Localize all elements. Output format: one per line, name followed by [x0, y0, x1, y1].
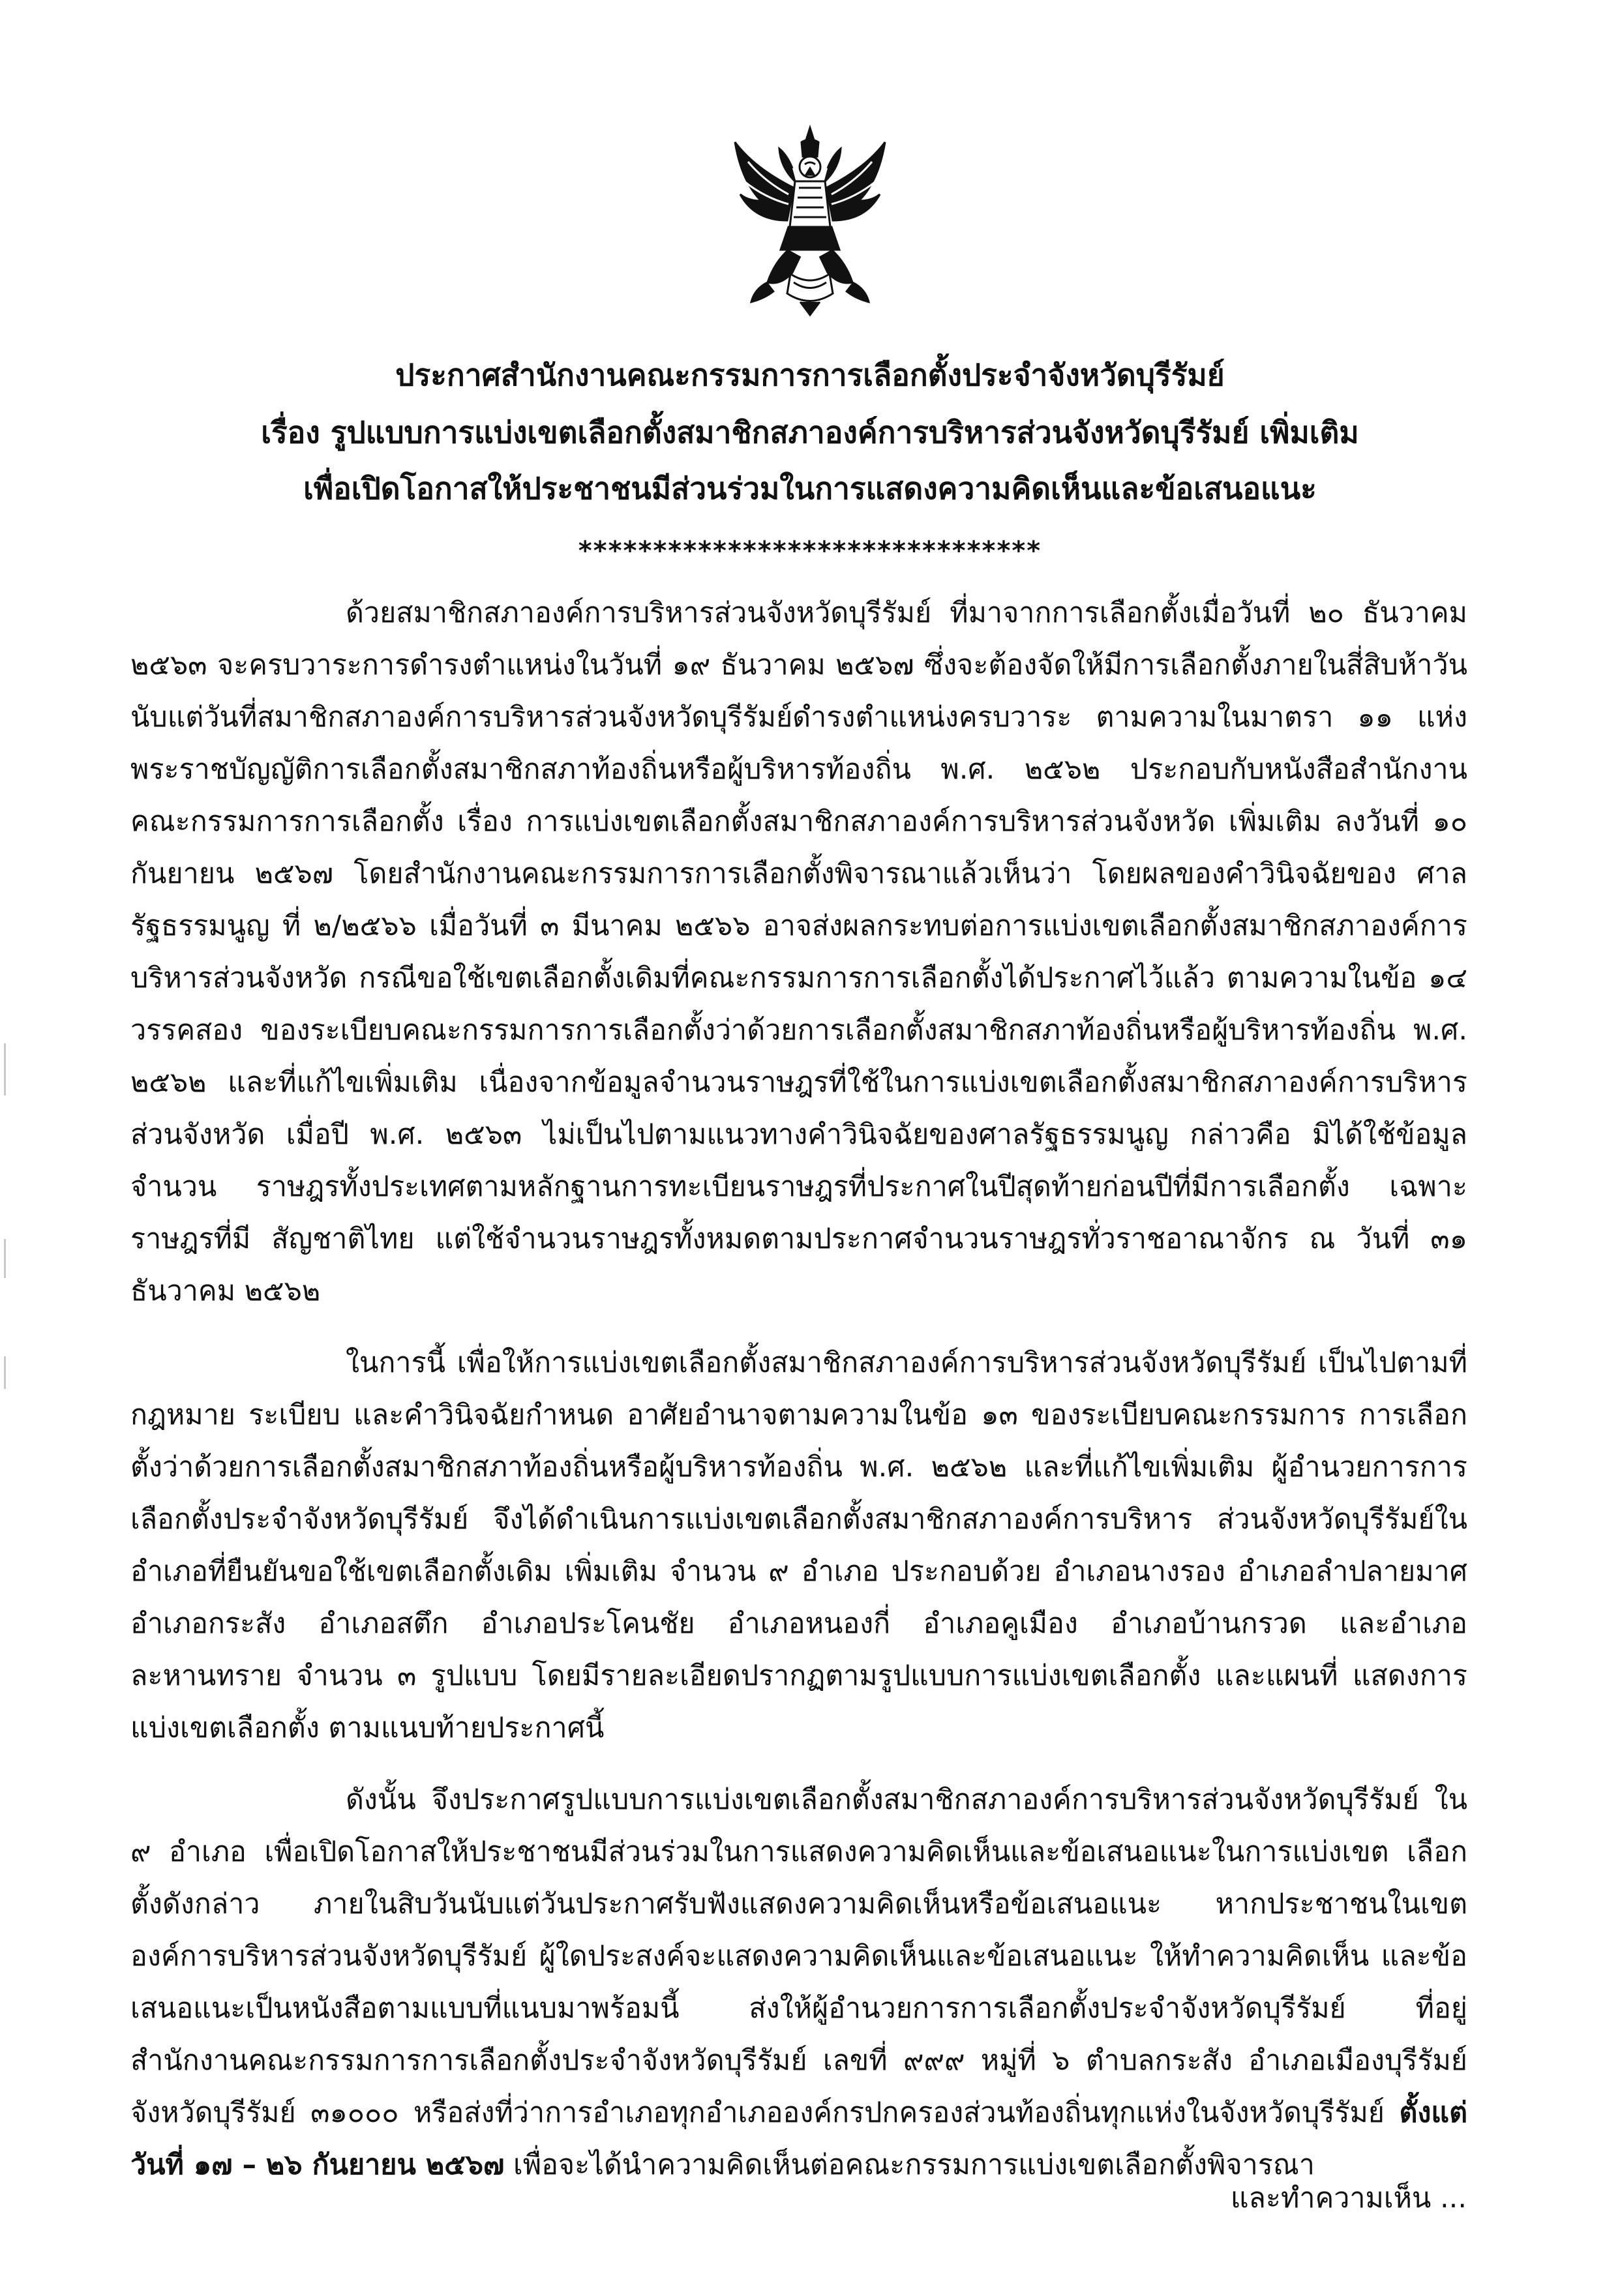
paragraph-announcement-tail: เพื่อจะได้นำความคิดเห็นต่อคณะกรรมการแบ่งเขตเลือกตั้งพิจารณา	[504, 2149, 1315, 2181]
paragraph-background: ด้วยสมาชิกสภาองค์การบริหารส่วนจังหวัดบุรีรัมย์ ที่มาจากการเลือกตั้งเมื่อวันที่ ๒๐ ธันวาคม ๒๕๖๓ จะครบวาระการดำรงตำแหน่งในวันที่ ๑๙ ธันวาคม ๒๕๖๗ ซึ่งจะต้องจัดให้มีการเลือกตั้งภายในสี่สิบห้าวัน นับแต่วันที่สมาชิกสภาองค์การบริหารส่วนจังหวัดบุรีรัมย์ดำรงตำแหน่งครบวาระ ตามความในมาตรา ๑๑ แห่งพระราชบัญญัติการเลือกตั้งสมาชิกสภาท้องถิ่นหรือผู้บริหารท้องถิ่น พ.ศ. ๒๕๖๒ ประกอบกับหนังสือสำนักงาน คณะกรรมการการเลือกตั้ง เรื่อง การแบ่งเขตเลือกตั้งสมาชิกสภาองค์การบริหารส่วนจังหวัด เพิ่มเติม ลงวันที่ ๑๐ กันยายน ๒๕๖๗ โดยสำนักงานคณะกรรมการการเลือกตั้งพิจารณาแล้วเห็นว่า โดยผลของคำวินิจฉัยของ ศาลรัฐธรรมนูญ ที่ ๒/๒๕๖๖ เมื่อวันที่ ๓ มีนาคม ๒๕๖๖ อาจส่งผลกระทบต่อการแบ่งเขตเลือกตั้งสมาชิกสภาองค์การ บริหารส่วนจังหวัด กรณีขอใช้เขตเลือกตั้งเดิมที่คณะกรรมการการเลือกตั้งได้ประกาศไว้แล้ว ตามความในข้อ ๑๔ วรรคสอง ของระเบียบคณะกรรมการการเลือกตั้งว่าด้วยการเลือกตั้งสมาชิกสภาท้องถิ่นหรือผู้บริหารท้องถิ่น พ.ศ. ๒๕๖๒ และที่แก้ไขเพิ่มเติม เนื่องจากข้อมูลจำนวนราษฎรที่ใช้ในการแบ่งเขตเลือกตั้งสมาชิกสภาองค์การบริหาร ส่วนจังหวัด เมื่อปี พ.ศ. ๒๕๖๓ ไม่เป็นไปตามแนวทางคำวินิจฉัยของศาลรัฐธรรมนูญ กล่าวคือ มิได้ใช้ข้อมูลจำนวน ราษฎรทั้งประเทศตามหลักฐานการทะเบียนราษฎรที่ประกาศในปีสุดท้ายก่อนปีที่มีการเลือกตั้ง เฉพาะราษฎรที่มี สัญชาติไทย แต่ใช้จำนวนราษฎรทั้งหมดตามประกาศจำนวนราษฎรทั่วราชอาณาจักร ณ วันที่ ๓๑ ธันวาคม ๒๕๖๒	[130, 597, 1467, 1307]
scan-margin-mark	[4, 1239, 6, 1278]
continued-on-next-page: และทำความเห็น ...	[1230, 2182, 1467, 2214]
separator-stars: *******************************	[578, 536, 1042, 566]
subject-line-1: เรื่อง รูปแบบการแบ่งเขตเลือกตั้งสมาชิกสภาองค์การบริหารส่วนจังหวัดบุรีรัมย์ เพิ่มเติม	[261, 415, 1359, 450]
scan-margin-mark	[4, 1043, 6, 1096]
announcement-body	[130, 587, 1467, 2211]
paragraph-announcement	[130, 1774, 1467, 2191]
garuda-emblem-icon	[728, 123, 892, 318]
paragraph-action: ในการนี้ เพื่อให้การแบ่งเขตเลือกตั้งสมาชิกสภาองค์การบริหารส่วนจังหวัดบุรีรัมย์ เป็นไปตามที่ กฎหมาย ระเบียบ และคำวินิจฉัยกำหนด อาศัยอำนาจตามความในข้อ ๑๓ ของระเบียบคณะกรรมการ การเลือกตั้งว่าด้วยการเลือกตั้งสมาชิกสภาท้องถิ่นหรือผู้บริหารท้องถิ่น พ.ศ. ๒๕๖๒ และที่แก้ไขเพิ่มเติม ผู้อำนวยการการเลือกตั้งประจำจังหวัดบุรีรัมย์ จึงได้ดำเนินการแบ่งเขตเลือกตั้งสมาชิกสภาองค์การบริหาร ส่วนจังหวัดบุรีรัมย์ในอำเภอที่ยืนยันขอใช้เขตเลือกตั้งเดิม เพิ่มเติม จำนวน ๙ อำเภอ ประกอบด้วย อำเภอนางรอง อำเภอลำปลายมาศ อำเภอกระสัง อำเภอสตึก อำเภอประโคนชัย อำเภอหนองกี่ อำเภอคูเมือง อำเภอบ้านกรวด และอำเภอละหานทราย จำนวน ๓ รูปแบบ โดยมีรายละเอียดปรากฏตามรูปแบบการแบ่งเขตเลือกตั้ง และแผนที่ แสดงการแบ่งเขตเลือกตั้ง ตามแนบท้ายประกาศนี้	[130, 1347, 1467, 1744]
scan-margin-mark	[4, 1356, 6, 1389]
subject-line-2: เพื่อเปิดโอกาสให้ประชาชนมีส่วนร่วมในการแสดงความคิดเห็นและข้อเสนอแนะ	[303, 471, 1317, 506]
announcement-title: ประกาศสำนักงานคณะกรรมการการเลือกตั้งประจำจังหวัดบุรีรัมย์	[395, 357, 1225, 393]
comment-period-dates: ตั้งแต่วันที่ ๑๗ – ๒๖ กันยายน ๒๕๖๗	[130, 2096, 1467, 2181]
paragraph-announcement-main: ดังนั้น จึงประกาศรูปแบบการแบ่งเขตเลือกตั้งสมาชิกสภาองค์การบริหารส่วนจังหวัดบุรีรัมย์ ใน ๙ อำเภอ เพื่อเปิดโอกาสให้ประชาชนมีส่วนร่วมในการแสดงความคิดเห็นและข้อเสนอแนะในการแบ่งเขต เลือกตั้งดังกล่าว ภายในสิบวันนับแต่วันประกาศรับฟังแสดงความคิดเห็นหรือข้อเสนอแนะ หากประชาชนในเขต องค์การบริหารส่วนจังหวัดบุรีรัมย์ ผู้ใดประสงค์จะแสดงความคิดเห็นและข้อเสนอแนะ ให้ทำความคิดเห็น และข้อเสนอแนะเป็นหนังสือตามแบบที่แนบมาพร้อมนี้ ส่งให้ผู้อำนวยการการเลือกตั้งประจำจังหวัดบุรีรัมย์ ที่อยู่ สำนักงานคณะกรรมการการเลือกตั้งประจำจังหวัดบุรีรัมย์ เลขที่ ๙๙๙ หมู่ที่ ๖ ตำบลกระสัง อำเภอเมืองบุรีรัมย์ จังหวัดบุรีรัมย์ ๓๑๐๐๐ หรือส่งที่ว่าการอำเภอทุกอำเภอองค์กรปกครองส่วนท้องถิ่นทุกแห่งในจังหวัดบุรีรัมย์	[130, 1783, 1467, 2129]
